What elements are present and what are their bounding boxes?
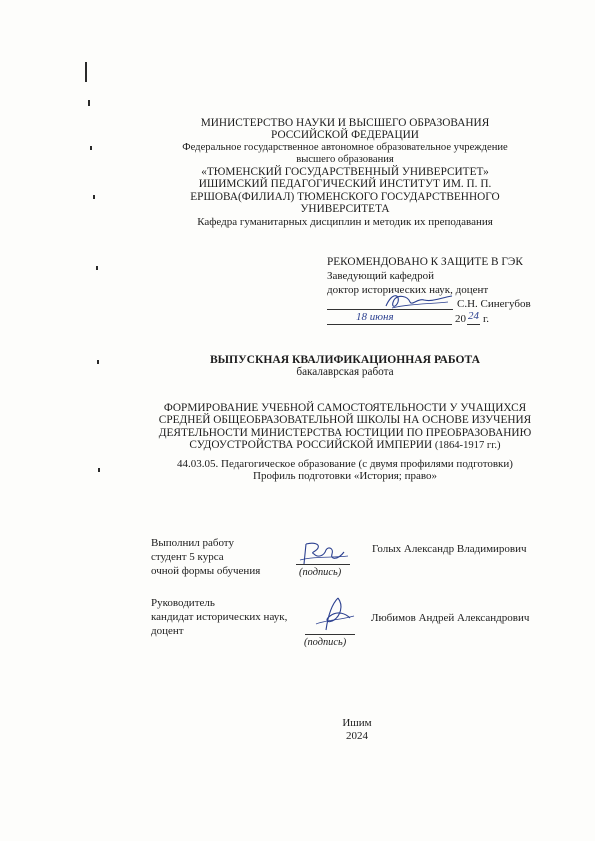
student-label-3: очной формы обучения [151, 565, 261, 577]
approval-date-suffix: г. [483, 313, 490, 325]
student-name: Голых Александр Владимирович [372, 543, 527, 555]
department-name: Кафедра гуманитарных дисциплин и методик их преподавания [197, 216, 493, 229]
approval-name: С.Н. Синегубов [457, 298, 531, 310]
institution-type-line-1: Федеральное государственное автономное образовательное учреждение [182, 141, 508, 153]
program-profile: Профиль подготовки «История; право» [253, 470, 437, 483]
work-title-line-1: ФОРМИРОВАНИЕ УЧЕБНОЙ САМОСТОЯТЕЛЬНОСТИ У УЧАЩИХСЯ [163, 402, 527, 414]
scan-mark [93, 195, 95, 199]
work-title-line-2: СРЕДНЕЙ ОБЩЕОБРАЗОВАТЕЛЬНОЙ ШКОЛЫ НА ОСНОВЕ ИЗУЧЕНИЯ [158, 414, 532, 427]
scan-mark [98, 468, 100, 472]
header-block [150, 117, 540, 229]
footer-city: Ишим [342, 717, 372, 729]
approval-date-prefix: 20 [455, 313, 466, 325]
work-title-years: (1864-1917 гг.) [432, 439, 501, 451]
approval-year-line [467, 324, 480, 325]
scan-mark [97, 360, 99, 364]
supervisor-label-1: Руководитель [151, 597, 215, 609]
approval-handwritten-year: 24 [468, 310, 479, 322]
approval-date-line [327, 324, 452, 325]
university-name: «ТЮМЕНСКИЙ ГОСУДАРСТВЕННЫЙ УНИВЕРСИТЕТ» [201, 166, 489, 179]
scan-mark [90, 146, 92, 150]
work-title-line-3: ДЕЯТЕЛЬНОСТИ МИНИСТЕРСТВА ЮСТИЦИИ ПО ПРЕОБРАЗОВАНИЮ [158, 426, 532, 439]
student-label-1: Выполнил работу [151, 537, 234, 549]
work-title-line-4 [150, 439, 540, 452]
work-title-block [150, 402, 540, 483]
scan-mark [85, 62, 87, 82]
work-subtype: бакалаврская работа [296, 366, 394, 379]
institution-type-line-2: высшего образования [296, 153, 394, 165]
approval-degree: доктор исторических наук, доцент [327, 284, 489, 296]
work-title-line-4-text: СУДОУСТРОЙСТВА РОССИЙСКОЙ ИМПЕРИИ [189, 438, 433, 451]
approval-title: РЕКОМЕНДОВАНО К ЗАЩИТЕ В ГЭК [327, 256, 523, 268]
approval-role: Заведующий кафедрой [327, 270, 434, 282]
student-label-2: студент 5 курса [151, 551, 224, 563]
institute-line-2: ЕРШОВА(ФИЛИАЛ) ТЮМЕНСКОГО ГОСУДАРСТВЕННОГО [190, 190, 500, 203]
work-type: ВЫПУСКНАЯ КВАЛИФИКАЦИОННАЯ РАБОТА [209, 353, 481, 366]
supervisor-signature-image [310, 594, 358, 636]
institute-line-1: ИШИМСКИЙ ПЕДАГОГИЧЕСКИЙ ИНСТИТУТ ИМ. П. П. [198, 178, 492, 191]
work-type-block [150, 354, 540, 379]
footer-year: 2024 [346, 730, 368, 743]
student-signature-image [296, 538, 352, 568]
supervisor-signature-caption: (подпись) [304, 637, 347, 648]
footer-block [162, 717, 552, 743]
approval-handwritten-date: 18 июня [356, 311, 394, 323]
ministry-line-1: МИНИСТЕРСТВО НАУКИ И ВЫСШЕГО ОБРАЗОВАНИЯ [200, 117, 490, 129]
supervisor-name: Любимов Андрей Александрович [371, 612, 530, 624]
program-code: 44.03.05. Педагогическое образование (с двумя профилями подготовки) [177, 458, 513, 471]
scan-mark [96, 266, 98, 270]
ministry-line-2: РОССИЙСКОЙ ФЕДЕРАЦИИ [271, 129, 419, 142]
student-signature-caption: (подпись) [299, 567, 342, 578]
institute-line-3: УНИВЕРСИТЕТА [300, 203, 390, 216]
scan-mark [88, 100, 90, 106]
supervisor-label-3: доцент [151, 625, 184, 637]
supervisor-label-2: кандидат исторических наук, [151, 611, 288, 623]
